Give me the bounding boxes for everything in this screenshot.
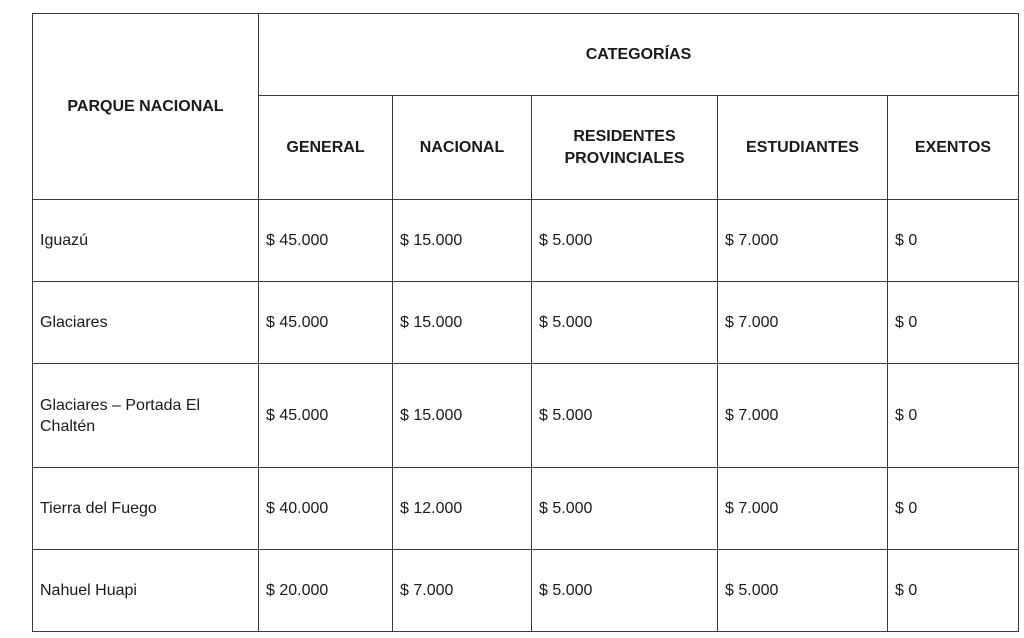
column-header-estudiantes: ESTUDIANTES: [718, 96, 888, 200]
fee-general: $ 20.000: [259, 550, 393, 632]
fee-residentes: $ 5.000: [532, 550, 718, 632]
park-name: Tierra del Fuego: [33, 468, 259, 550]
fee-exentos: $ 0: [888, 364, 1019, 468]
categories-header: CATEGORÍAS: [259, 14, 1019, 96]
fee-exentos: $ 0: [888, 468, 1019, 550]
fee-residentes: $ 5.000: [532, 282, 718, 364]
column-header-general: GENERAL: [259, 96, 393, 200]
park-column-header: PARQUE NACIONAL: [33, 14, 259, 200]
fee-residentes: $ 5.000: [532, 364, 718, 468]
park-name: Nahuel Huapi: [33, 550, 259, 632]
fee-general: $ 40.000: [259, 468, 393, 550]
fee-general: $ 45.000: [259, 364, 393, 468]
table-row: [33, 550, 1019, 632]
fee-exentos: $ 0: [888, 550, 1019, 632]
table-row: [33, 282, 1019, 364]
table-row: [33, 468, 1019, 550]
park-name: [33, 364, 259, 468]
park-name-label: Glaciares – Portada El Chaltén: [40, 396, 201, 435]
fee-general: $ 45.000: [259, 200, 393, 282]
fee-nacional: $ 15.000: [393, 200, 532, 282]
park-name: Glaciares: [33, 282, 259, 364]
fee-estudiantes: $ 7.000: [718, 364, 888, 468]
fee-residentes: $ 5.000: [532, 200, 718, 282]
fee-estudiantes: $ 7.000: [718, 200, 888, 282]
fee-nacional: $ 12.000: [393, 468, 532, 550]
column-header-residentes-label: RESIDENTES PROVINCIALES: [564, 127, 685, 167]
fee-nacional: $ 7.000: [393, 550, 532, 632]
fee-estudiantes: $ 5.000: [718, 550, 888, 632]
fees-table: [32, 13, 1019, 632]
fee-estudiantes: $ 7.000: [718, 282, 888, 364]
fee-general: $ 45.000: [259, 282, 393, 364]
column-header-exentos: EXENTOS: [888, 96, 1019, 200]
column-header-residentes: [532, 96, 718, 200]
fee-nacional: $ 15.000: [393, 364, 532, 468]
header-row-top: [33, 14, 1019, 96]
fee-estudiantes: $ 7.000: [718, 468, 888, 550]
fee-exentos: $ 0: [888, 282, 1019, 364]
table-row: [33, 200, 1019, 282]
fee-exentos: $ 0: [888, 200, 1019, 282]
fee-residentes: $ 5.000: [532, 468, 718, 550]
fee-nacional: $ 15.000: [393, 282, 532, 364]
park-name: Iguazú: [33, 200, 259, 282]
table-row: [33, 364, 1019, 468]
column-header-nacional: NACIONAL: [393, 96, 532, 200]
